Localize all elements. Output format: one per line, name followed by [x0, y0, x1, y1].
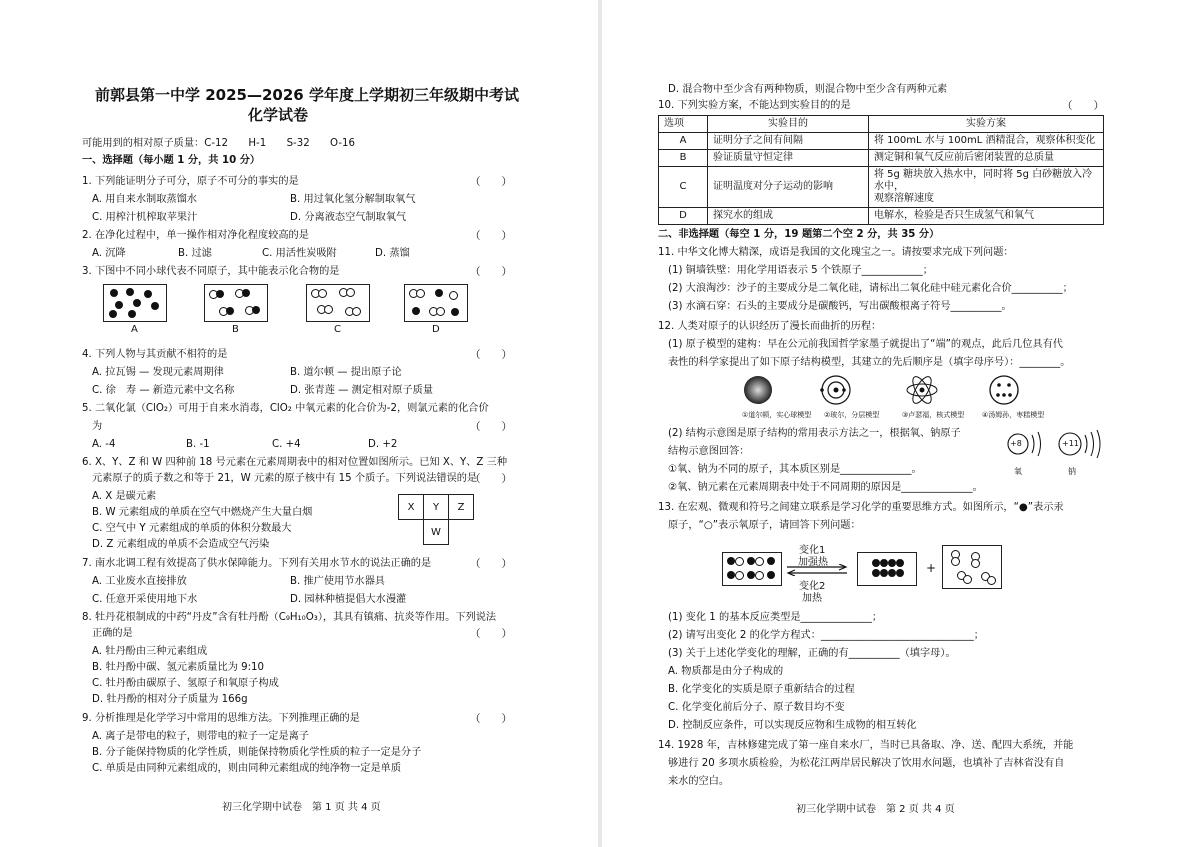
table-cell: 电解水，检验是否只生成氢气和氧气: [869, 208, 1104, 225]
exam-subtitle: 化学试卷: [248, 106, 309, 124]
heat-label: 加热: [802, 593, 822, 604]
section-2-heading: 二、非选择题（每空 1 分，19 题第二个空 2 分，共 35 分）: [658, 229, 940, 240]
sub-question: ②氧、钠元素在元素周期表中处于不同周期的原因是______________。: [668, 482, 983, 493]
grid-cell: W: [424, 520, 449, 545]
option: A. 牡丹酚由三种元素组成: [92, 646, 208, 657]
cell-line: 观察溶解速度: [874, 193, 934, 204]
question-11: 11. 中华文化博大精深，成语是我国的文化瑰宝之一。请按要求完成下列问题：: [658, 247, 1014, 258]
change-2-label: 变化2: [799, 581, 826, 592]
question-5: 5. 二氧化氯（ClO₂）可用于自来水消毒，ClO₂ 中氧元素的化合价为-2，则氯元素的化合价: [82, 403, 489, 414]
question-14: 14. 1928 年，吉林修建完成了第一座自来水厂，当时已具备取、净、送、配四大系统，并能: [658, 740, 1074, 751]
molecule-box-b: [204, 284, 268, 322]
option: D. 混合物中至少含有两种物质，则混合物中至少含有两种元素: [668, 84, 948, 95]
answer-paren: （ ）: [470, 230, 512, 242]
option: D. Z 元素组成的单质不会造成空气污染: [92, 539, 270, 550]
option: B. W 元素组成的单质在空气中燃烧产生大量白烟: [92, 507, 313, 518]
plus-sign: +: [926, 561, 937, 575]
option: A. 离子是带电的粒子，则带电的粒子一定是离子: [92, 731, 310, 742]
table-row: [659, 133, 1104, 150]
table-cell: [869, 167, 1104, 208]
table-cell: 测定铜和氧气反应前后密闭装置的总质量: [869, 150, 1104, 167]
table-header: 实验方案: [869, 116, 1104, 133]
sub-question: (3) 水滴石穿：石头的主要成分是碳酸钙，写出碳酸根离子符号__________。: [668, 301, 1012, 312]
option: C. 牡丹酚由碳原子、氢原子和氧原子构成: [92, 678, 279, 689]
table-cell: B: [659, 150, 708, 167]
option: B. -1: [186, 439, 210, 450]
molecule-box-c: [306, 284, 370, 322]
sub-question-cont: 结构示意图回答：: [668, 446, 750, 457]
model-caption: ④汤姆孙，枣糕模型: [982, 411, 1045, 419]
figure-label: C: [334, 324, 341, 335]
answer-paren: （ ）: [1062, 100, 1104, 112]
option: B. 推广使用节水器具: [290, 576, 385, 587]
table-row: [659, 150, 1104, 167]
option: C. 用活性炭吸附: [262, 248, 337, 259]
option: D. 蒸馏: [375, 248, 410, 259]
heat-strong-label: 加强热: [798, 557, 828, 568]
table-cell: D: [659, 208, 708, 225]
question-14-cont: 够进行 20 多项水质检验，为松花江两岸居民解决了饮用水问题，也填补了吉林省没有自: [668, 758, 1065, 769]
question-8: 8. 牡丹花根制成的中药“丹皮”含有牡丹酚（C₉H₁₀O₃），其具有镇痛、抗炎等作用。下列说法: [82, 612, 497, 623]
table-cell: 证明分子之间有间隔: [708, 133, 869, 150]
periodic-position-grid: [398, 494, 474, 545]
sub-question: (3) 关于上述化学变化的理解，正确的有__________（填字母）。: [668, 648, 956, 659]
section-1-heading: 一、选择题（每小题 1 分，共 10 分）: [82, 155, 261, 166]
option: C. 任意开采使用地下水: [92, 594, 198, 605]
option: A. 物质都是由分子构成的: [668, 666, 784, 677]
exam-page-2: [602, 0, 1200, 847]
layered-model: [820, 376, 850, 404]
option: A. 拉瓦锡 — 发现元素周期律: [92, 367, 224, 378]
sodium-label: 钠: [1068, 467, 1076, 476]
option: A. X 是碳元素: [92, 491, 157, 502]
atom-model-images: [742, 374, 1042, 408]
option: B. 用过氧化氢分解制取氧气: [290, 194, 416, 205]
option: C. 徐 寿 — 新造元素中文名称: [92, 385, 235, 396]
oxygen-nucleus: +8: [1010, 439, 1022, 448]
sub-question: (2) 结构示意图是原子结构的常用表示方法之一，根据氧、钠原子: [668, 428, 961, 439]
molecule-box-a: [103, 284, 167, 322]
change-1-label: 变化1: [799, 545, 826, 556]
oxygen-product-box: [942, 545, 1002, 589]
question-6-cont: 元素原子的质子数之和等于 21，W 元素的原子核中有 15 个质子。下列说法错误的是: [92, 473, 478, 484]
atomic-masses: 可能用到的相对原子质量：C-12 H-1 S-32 O-16: [82, 138, 355, 149]
option: B. 牡丹酚中碳、氢元素质量比为 9:10: [92, 662, 265, 673]
option: D. 园林种植提倡大水漫灌: [290, 594, 407, 605]
answer-paren: （ ）: [470, 713, 512, 725]
model-caption: ①道尔顿，实心球模型: [742, 411, 812, 419]
option: A. 工业废水直接排放: [92, 576, 187, 587]
sub-question: (2) 大浪淘沙：沙子的主要成分是二氧化硅，请标出二氧化硅中硅元素化合价__________；: [668, 283, 1073, 294]
question-6: 6. X、Y、Z 和 W 四种前 18 号元素在元素周期表中的相对位置如图所示。已知 X、Y、Z 三种: [82, 457, 508, 468]
question-13: 13. 在宏观、微观和符号之间建立联系是学习化学的重要思维方式。如图所示，“●”表示汞: [658, 502, 1064, 513]
mercury-product-box: [857, 552, 917, 586]
table-cell: 将 100mL 水与 100mL 酒精混合，观察体积变化: [869, 133, 1104, 150]
experiment-table: [658, 115, 1104, 225]
model-caption: ②玻尔，分层模型: [824, 411, 880, 419]
question-8-cont: 正确的是: [92, 628, 133, 639]
option: C. +4: [272, 439, 301, 450]
grid-cell: Y: [424, 495, 449, 520]
grid-cell: Z: [449, 495, 474, 520]
table-cell: 验证质量守恒定律: [708, 150, 869, 167]
option: D. 张青莲 — 测定相对原子质量: [290, 385, 434, 396]
reaction-arrows: [785, 564, 849, 576]
page-footer: 初三化学期中试卷 第 2 页 共 4 页: [796, 804, 955, 815]
question-13-cont: 原子，“○”表示氧原子，请回答下列问题：: [668, 520, 861, 531]
option: D. +2: [368, 439, 398, 450]
sub-question: ①氧、钠为不同的原子，其本质区别是______________。: [668, 464, 922, 475]
sub-question: (1) 变化 1 的基本反应类型是______________；: [668, 612, 883, 623]
table-header: 选项: [659, 116, 708, 133]
exam-page-1: [0, 0, 598, 847]
nuclear-model: [907, 374, 937, 406]
figure-label: D: [432, 324, 440, 335]
option: A. -4: [92, 439, 116, 450]
answer-paren: （ ）: [470, 266, 512, 278]
question-3: 3. 下图中不同小球代表不同原子，其中能表示化合物的是: [82, 266, 340, 277]
molecule-box-d: [404, 284, 468, 322]
table-row: [659, 167, 1104, 208]
option: B. 分子能保持物质的化学性质，则能保持物质化学性质的粒子一定是分子: [92, 747, 422, 758]
option: C. 空气中 Y 元素组成的单质的体积分数最大: [92, 523, 292, 534]
reactant-box: [722, 552, 782, 586]
table-cell: A: [659, 133, 708, 150]
question-10: 10. 下列实验方案，不能达到实验目的的是: [658, 100, 851, 111]
answer-paren: （ ）: [470, 628, 512, 640]
question-12: 12. 人类对原子的认识经历了漫长而曲折的历程：: [658, 321, 882, 332]
cell-line: 将 5g 糖块放入热水中，同时将 5g 白砂糖放入冷水中，: [874, 169, 1093, 192]
answer-paren: （ ）: [470, 473, 512, 485]
option: A. 用自来水制取蒸馏水: [92, 194, 197, 205]
option: C. 化学变化前后分子、原子数目均不变: [668, 702, 845, 713]
answer-paren: （ ）: [470, 421, 512, 433]
question-14-cont: 来水的空白。: [668, 776, 730, 787]
option: C. 用榨汁机榨取苹果汁: [92, 212, 198, 223]
option: D. 牡丹酚的相对分子质量为 166g: [92, 694, 248, 705]
table-header: 实验目的: [708, 116, 869, 133]
exam-title: 前郭县第一中学 2025—2026 学年度上学期初三年级期中考试: [95, 86, 519, 104]
option: D. 控制反应条件，可以实现反应物和生成物的相互转化: [668, 720, 917, 731]
model-caption: ③卢瑟福，核式模型: [902, 411, 965, 419]
question-5-cont: 为: [92, 421, 103, 432]
option: B. 过滤: [178, 248, 212, 259]
option: D. 分离液态空气制取氧气: [290, 212, 407, 223]
solid-sphere-model: [744, 376, 772, 404]
option: C. 单质是由同种元素组成的，则由同种元素组成的纯净物一定是单质: [92, 763, 402, 774]
answer-paren: （ ）: [470, 349, 512, 361]
page-footer: 初三化学期中试卷 第 1 页 共 4 页: [222, 802, 381, 813]
table-cell: C: [659, 167, 708, 208]
sub-question: (2) 请写出变化 2 的化学方程式：______________________________；: [668, 630, 984, 641]
grid-cell: X: [399, 495, 424, 520]
answer-paren: （ ）: [470, 176, 512, 188]
question-2: 2. 在净化过程中，单一操作相对净化程度较高的是: [82, 230, 309, 241]
question-4: 4. 下列人物与其贡献不相符的是: [82, 349, 228, 360]
sub-question: (1) 原子模型的建构：早在公元前我国哲学家墨子就提出了“端”的观点，此后几位具有代: [668, 339, 1063, 350]
question-1: 1. 下列能证明分子可分，原子不可分的事实的是: [82, 176, 299, 187]
sodium-nucleus: +11: [1062, 439, 1079, 448]
option: A. 沉降: [92, 248, 126, 259]
oxygen-label: 氧: [1014, 467, 1022, 476]
option: B. 化学变化的实质是原子重新结合的过程: [668, 684, 855, 695]
figure-label: A: [131, 324, 138, 335]
sub-question: (1) 铜墙铁壁：用化学用语表示 5 个铁原子____________；: [668, 265, 933, 276]
question-9: 9. 分析推理是化学学习中常用的思维方法。下列推理正确的是: [82, 713, 360, 724]
table-cell: 探究水的组成: [708, 208, 869, 225]
sub-question-cont: 表性的科学家提出了如下原子结构模型，其建立的先后顺序是（填字母序号）：________。: [668, 357, 1071, 368]
figure-label: B: [232, 324, 239, 335]
table-row: [659, 208, 1104, 225]
question-7: 7. 南水北调工程有效提高了供水保障能力。下列有关用水节水的说法正确的是: [82, 558, 432, 569]
plum-pudding-model: [990, 376, 1018, 404]
table-cell: 证明温度对分子运动的影响: [708, 167, 869, 208]
option: B. 道尔顿 — 提出原子论: [290, 367, 402, 378]
answer-paren: （ ）: [470, 558, 512, 570]
